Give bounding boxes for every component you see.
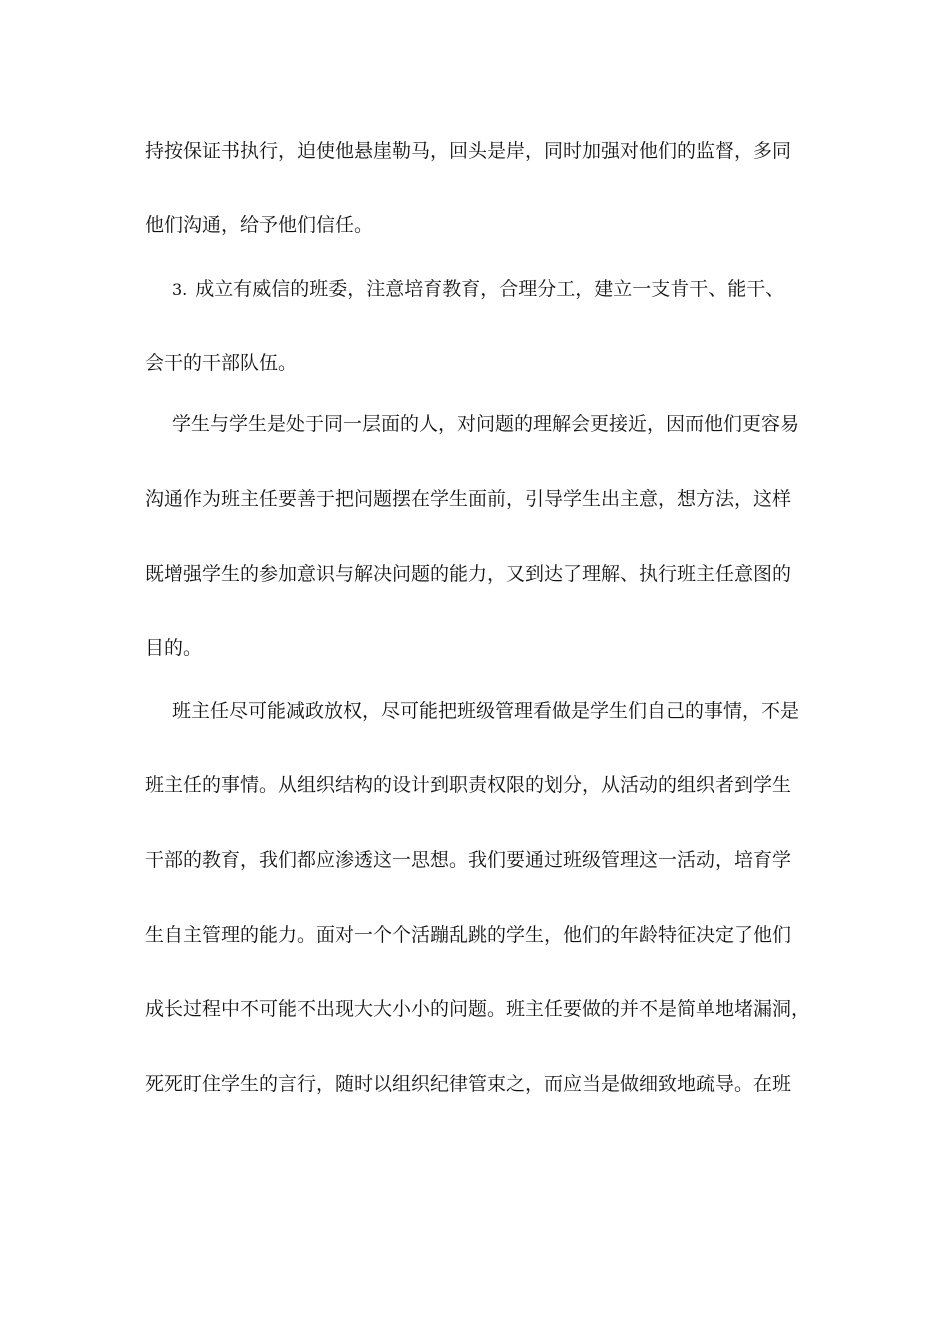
list-number: 3. [172,280,188,299]
text-line: 沟通作为班主任要善于把问题摆在学生面前，引导学生出主意，想方法，这样 [145,488,792,510]
numbered-item [172,276,842,303]
text-line: 他们沟通，给予他们信任。 [145,214,374,236]
text-line: 目的。 [145,637,203,659]
text-line: 既增强学生的参加意识与解决问题的能力，又到达了理解、执行班主任意图的 [145,563,792,585]
text-line: 干部的教育，我们都应渗透这一思想。我们要通过班级管理这一活动，培育学 [145,849,792,871]
text-line: 死死盯住学生的言行，随时以组织纪律管束之，而应当是做细致地疏导。在班 [145,1073,792,1095]
text-line: 成长过程中不可能不出现大大小小的问题。班主任要做的并不是简单地堵漏洞， [145,998,811,1020]
text-line: 生自主管理的能力。面对一个个活蹦乱跳的学生，他们的年龄特征决定了他们 [145,924,792,946]
text-line: 持按保证书执行，迫使他悬崖勒马，回头是岸，同时加强对他们的监督，多同 [145,140,792,162]
paragraph-start: 班主任尽可能减政放权，尽可能把班级管理看做是学生们自己的事情，不是 [172,700,800,722]
text-line: 班主任的事情。从组织结构的设计到职责权限的划分，从活动的组织者到学生 [145,774,792,796]
text-line: 会干的干部队伍。 [145,352,298,374]
text-line: 成立有威信的班委，注意培育教育，合理分工，建立一支肯干、能干、 [195,278,785,300]
paragraph-start: 学生与学生是处于同一层面的人，对问题的理解会更接近，因而他们更容易 [172,413,800,435]
